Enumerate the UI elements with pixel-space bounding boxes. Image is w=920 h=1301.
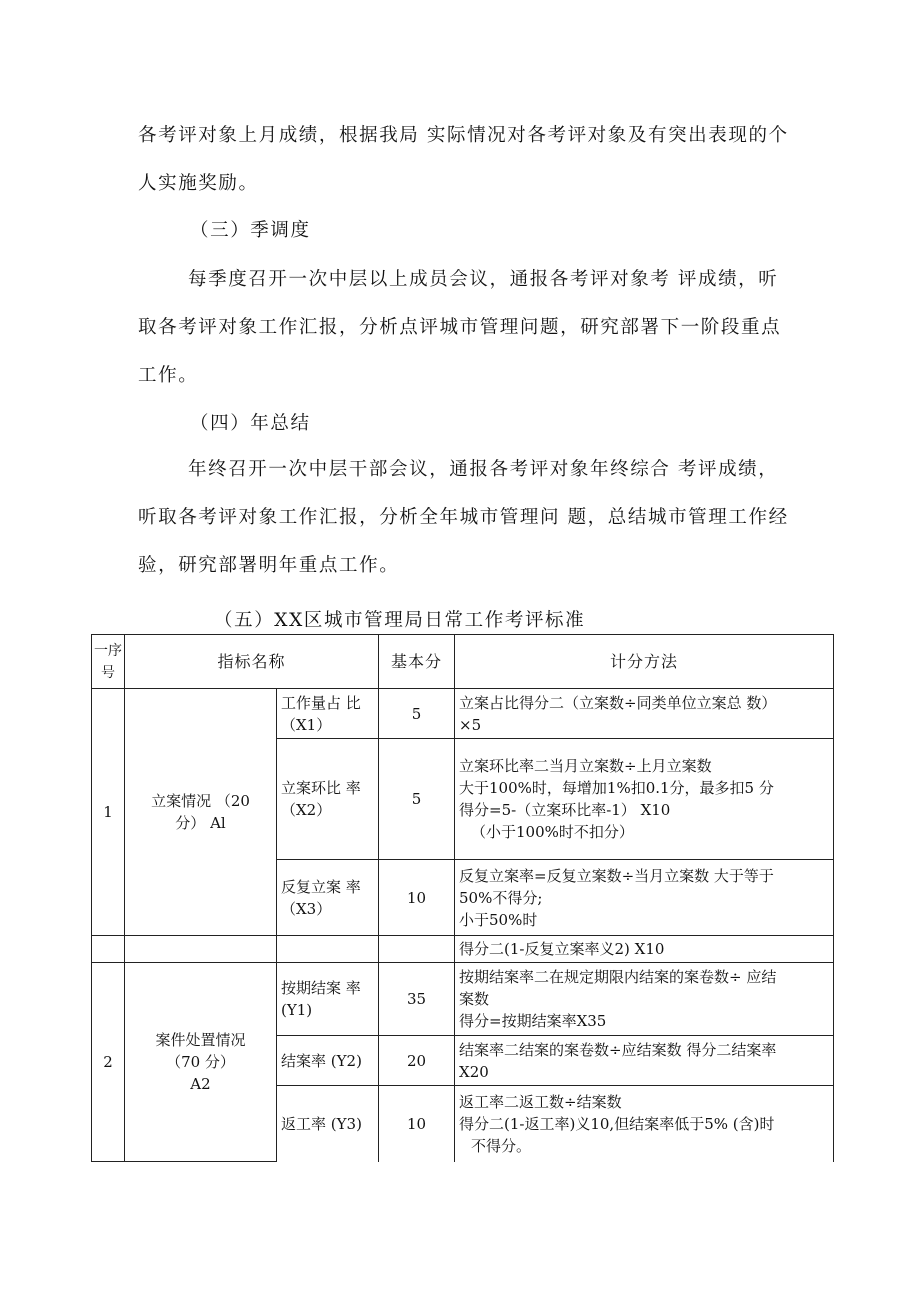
text-line: 取各考评对象工作汇报，分析点评城市管理问题，研究部署下一阶段重点: [138, 317, 782, 338]
row-seq: 2: [92, 963, 125, 1162]
base-score: 10: [379, 860, 455, 936]
section-heading-quarterly: （三）季调度: [190, 220, 311, 241]
empty-cell: [277, 936, 379, 963]
text-line: 人实施奖励。: [138, 173, 259, 194]
header-base-score: 基本分: [379, 635, 455, 689]
scoring-method: [455, 689, 834, 739]
scoring-method: 得分二(1-反复立案率义2) X10: [455, 936, 834, 963]
sub-indicator: 按期结案 率(Y1): [277, 963, 379, 1036]
paragraph-annual: [138, 446, 838, 590]
evaluation-table: [91, 634, 834, 1162]
method-line: X20: [459, 1062, 489, 1081]
method-line: 案数: [459, 990, 490, 1008]
method-line: 反复立案率=反复立案数÷当月立案数 大于等于: [459, 866, 774, 885]
method-line: 得分=按期结案率X35: [459, 1012, 607, 1030]
paragraph-rewards: [138, 112, 838, 208]
sub-indicator: 结案率 (Y2): [277, 1036, 379, 1086]
sub-indicator: 返工率 (Y3): [277, 1086, 379, 1162]
scoring-method: [455, 1036, 834, 1086]
sub-indicator: 立案环比 率（X2）: [277, 739, 379, 860]
table-row: [92, 963, 834, 1036]
sub-indicator: 工作量占 比（X1）: [277, 689, 379, 739]
sub-indicator: 反复立案 率（X3）: [277, 860, 379, 936]
table-header-row: [92, 635, 834, 689]
base-score: 35: [379, 963, 455, 1036]
method-line: 立案环比率二当月立案数÷上月立案数: [459, 757, 712, 775]
method-line: 50%不得分;: [459, 888, 543, 907]
indicator-name-line: 案件处置情况: [155, 1031, 246, 1049]
empty-cell: [92, 936, 125, 963]
header-seq: 一序号: [92, 635, 125, 689]
method-line: 得分=5-（立案环比率-1） X10: [459, 801, 671, 819]
header-scoring-method: 计分方法: [455, 635, 834, 689]
text-line: 工作。: [138, 365, 199, 386]
method-line: 大于100%时，每增加1%扣0.1分，最多扣5 分: [459, 779, 774, 797]
method-line: 结案率二结案的案卷数÷应结案数 得分二结案率: [459, 1040, 777, 1059]
header-indicator-name: 指标名称: [125, 635, 379, 689]
method-line: （小于100%时不扣分）: [471, 823, 634, 841]
method-line: 返工率二返工数÷结案数: [459, 1092, 622, 1111]
method-line: 不得分。: [471, 1136, 532, 1155]
indicator-name-line: A2: [190, 1075, 211, 1093]
scoring-method: [455, 739, 834, 860]
base-score: 5: [379, 739, 455, 860]
text-line: 验，研究部署明年重点工作。: [138, 555, 400, 576]
method-line: 立案占比得分二（立案数÷同类单位立案总 数）: [459, 693, 777, 712]
text-line: 每季度召开一次中层以上成员会议，通报各考评对象考 评成绩，听: [188, 269, 779, 290]
row-seq: 1: [92, 689, 125, 936]
indicator-name: [125, 963, 277, 1162]
method-line: 小于50%时: [459, 910, 538, 929]
base-score: 5: [379, 689, 455, 739]
text-line: 年终召开一次中层干部会议，通报各考评对象年终综合 考评成绩，: [188, 459, 779, 480]
empty-cell: [125, 936, 277, 963]
text-line: 听取各考评对象工作汇报，分析全年城市管理问 题，总结城市管理工作经: [138, 507, 789, 528]
scoring-method: [455, 963, 834, 1036]
scoring-method: [455, 860, 834, 936]
section-heading-annual: （四）年总结: [190, 413, 311, 434]
base-score: 20: [379, 1036, 455, 1086]
method-line: 得分二(1-返工率)义10,但结案率低于5% (含)时: [459, 1114, 775, 1133]
table-row: [92, 689, 834, 739]
method-line: 按期结案率二在规定期限内结案的案卷数÷ 应结: [459, 968, 777, 986]
table-title: （五）XX区城市管理局日常工作考评标准: [214, 610, 586, 631]
indicator-name-line: （70 分）: [166, 1053, 235, 1071]
paragraph-quarterly: [138, 256, 838, 400]
table-row: [92, 936, 834, 963]
scoring-method: [455, 1086, 834, 1162]
base-score: 10: [379, 1086, 455, 1162]
text-line: 各考评对象上月成绩，根据我局 实际情况对各考评对象及有突出表现的个: [138, 125, 789, 146]
empty-cell: [379, 936, 455, 963]
method-line: ×5: [459, 715, 482, 734]
indicator-name: 立案情况 （20 分） Al: [125, 689, 277, 936]
